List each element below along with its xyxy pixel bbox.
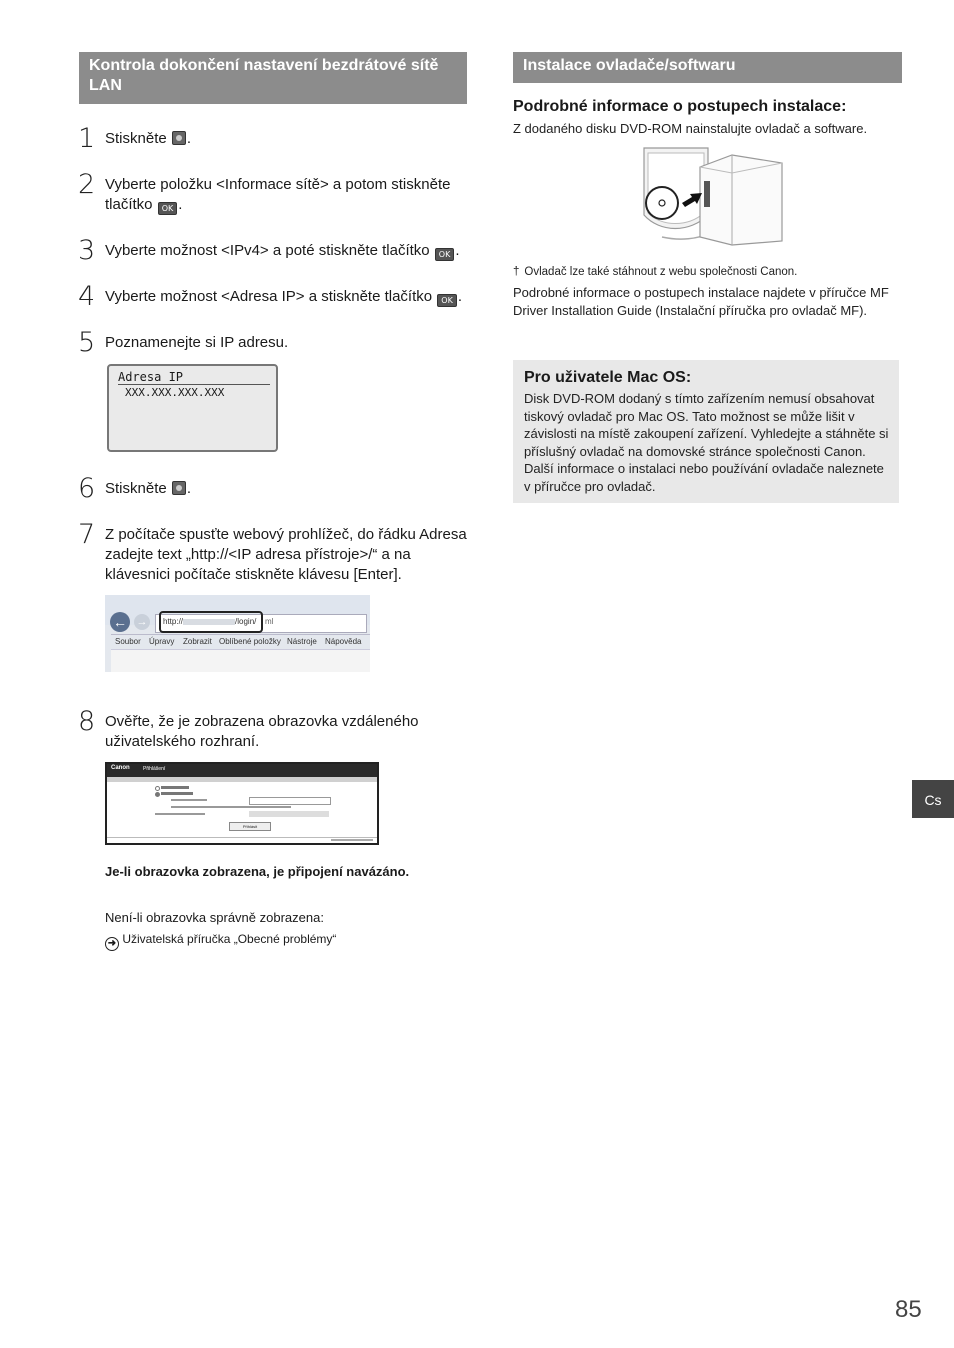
- confirm-text: Je-li obrazovka zobrazena, je připojení navázáno.: [105, 864, 410, 879]
- arrow-circle-icon: ➜: [105, 937, 119, 951]
- mac-os-box: [513, 360, 899, 503]
- browser-screenshot: [105, 595, 370, 672]
- step-2: 2 Vyberte položku <Informace sítě> a potom stiskněte tlačítko OK .: [78, 169, 451, 213]
- menu-item: Úpravy: [149, 637, 175, 646]
- dvd-disc-icon: [646, 187, 678, 219]
- left-section-heading: Kontrola dokončení nastavení bezdrátové sítě LAN: [79, 52, 467, 104]
- lcd-line-1: Adresa IP: [118, 370, 270, 385]
- step-8: [78, 706, 478, 752]
- ok-key-icon: OK: [158, 202, 178, 215]
- menu-item: Zobrazit: [183, 637, 212, 646]
- url-tail: ml: [265, 617, 274, 626]
- right-section-heading: Instalace ovladače/softwaru: [513, 52, 902, 83]
- menu-item: Oblíbené položky: [219, 637, 281, 646]
- step-number: 1: [78, 123, 96, 154]
- install-intro: Z dodaného disku DVD-ROM nainstalujte ovladač a software.: [513, 121, 868, 136]
- step-text: Z počítače spusťte webový prohlížeč, do řádku Adresa zadejte text „http://<IP adresa přístroje>/“ a na klávesnici počítače stiskněte klávesu [Enter].: [105, 526, 467, 583]
- step-text: Vyberte položku <Informace sítě> a potom stiskněte tlačítko: [105, 176, 451, 213]
- page-number: 85: [895, 1296, 922, 1323]
- dvd-install-illustration: [640, 145, 788, 249]
- forward-icon: →: [134, 614, 150, 630]
- step-4: 4 Vyberte možnost <Adresa IP> a stiskněte tlačítko OK .: [78, 281, 462, 312]
- step-number: 3: [78, 235, 96, 266]
- screen-title: Přihlášení: [143, 766, 166, 772]
- step-5: [78, 327, 478, 358]
- footnote-mark: †: [513, 266, 520, 278]
- back-icon: ←: [110, 612, 130, 632]
- remote-ui-screenshot: [105, 762, 379, 845]
- step-3: 3 Vyberte možnost <IPv4> a poté stiskněte tlačítko OK .: [78, 235, 460, 266]
- lcd-line-2: XXX.XXX.XXX.XXX: [125, 386, 225, 399]
- reference-text: Uživatelská příručka „Obecné problémy“: [122, 932, 337, 946]
- not-shown-text: Není-li obrazovka správně zobrazena:: [105, 910, 324, 925]
- step-7: [78, 519, 478, 585]
- step-number: 2: [78, 169, 96, 200]
- login-button: Přihlásit: [229, 822, 271, 831]
- install-subheading: Podrobné informace o postupech instalace:: [513, 98, 847, 115]
- ok-key-icon: OK: [437, 294, 457, 307]
- step-text: Stiskněte: [105, 130, 171, 147]
- step-number: 8: [78, 706, 96, 737]
- step-text: Stiskněte: [105, 480, 171, 497]
- url-end: /login/: [235, 617, 257, 626]
- step-text: Vyberte možnost <Adresa IP> a stiskněte tlačítko: [105, 288, 437, 305]
- step-number: 4: [78, 281, 96, 312]
- language-tab: Cs: [912, 780, 954, 818]
- canon-logo: Canon: [111, 765, 130, 771]
- mac-text: Disk DVD-ROM dodaný s tímto zařízením nemusí obsahovat tiskový ovladač pro Mac OS. Tato možnost se může lišit v závislosti na místě zakoupení zařízení. Vyhledejte a stáhněte si příslušný ovladač na domovské stránce společnosti Canon. Další informace o instalaci nebo používání ovladače naleznete v příručce pro ovladač.: [524, 391, 889, 494]
- ok-key-icon: OK: [435, 248, 455, 261]
- menu-bar: [111, 634, 370, 649]
- menu-item: Nástroje: [287, 637, 317, 646]
- step-text: Ověřte, že je zobrazena obrazovka vzdáleného uživatelského rozhraní.: [105, 713, 419, 750]
- step-number: 5: [78, 327, 96, 358]
- lcd-display: [107, 364, 278, 452]
- step-number: 7: [78, 519, 96, 550]
- settings-key-icon: [172, 481, 186, 495]
- menu-item: Nápověda: [325, 637, 362, 646]
- settings-key-icon: [172, 131, 186, 145]
- menu-item: Soubor: [115, 637, 141, 646]
- url-blur: [183, 619, 235, 625]
- step-text: Vyberte možnost <IPv4> a poté stiskněte tlačítko: [105, 242, 434, 259]
- step-6: 6 Stiskněte .: [78, 473, 192, 504]
- mac-heading: Pro uživatele Mac OS:: [524, 369, 692, 386]
- step-text: Poznamenejte si IP adresu.: [105, 334, 289, 351]
- footnote-text: Ovladač lze také stáhnout z webu společnosti Canon.: [524, 266, 798, 278]
- reference-line: [105, 932, 336, 951]
- step-number: 6: [78, 473, 96, 504]
- install-detail: Podrobné informace o postupech instalace najdete v příručce MF Driver Installation Guide (Instalační příručka pro ovladač MF).: [513, 285, 889, 318]
- url-start: http://: [163, 617, 184, 626]
- step-1: 1 Stiskněte .: [78, 123, 192, 154]
- footnote: [513, 266, 797, 278]
